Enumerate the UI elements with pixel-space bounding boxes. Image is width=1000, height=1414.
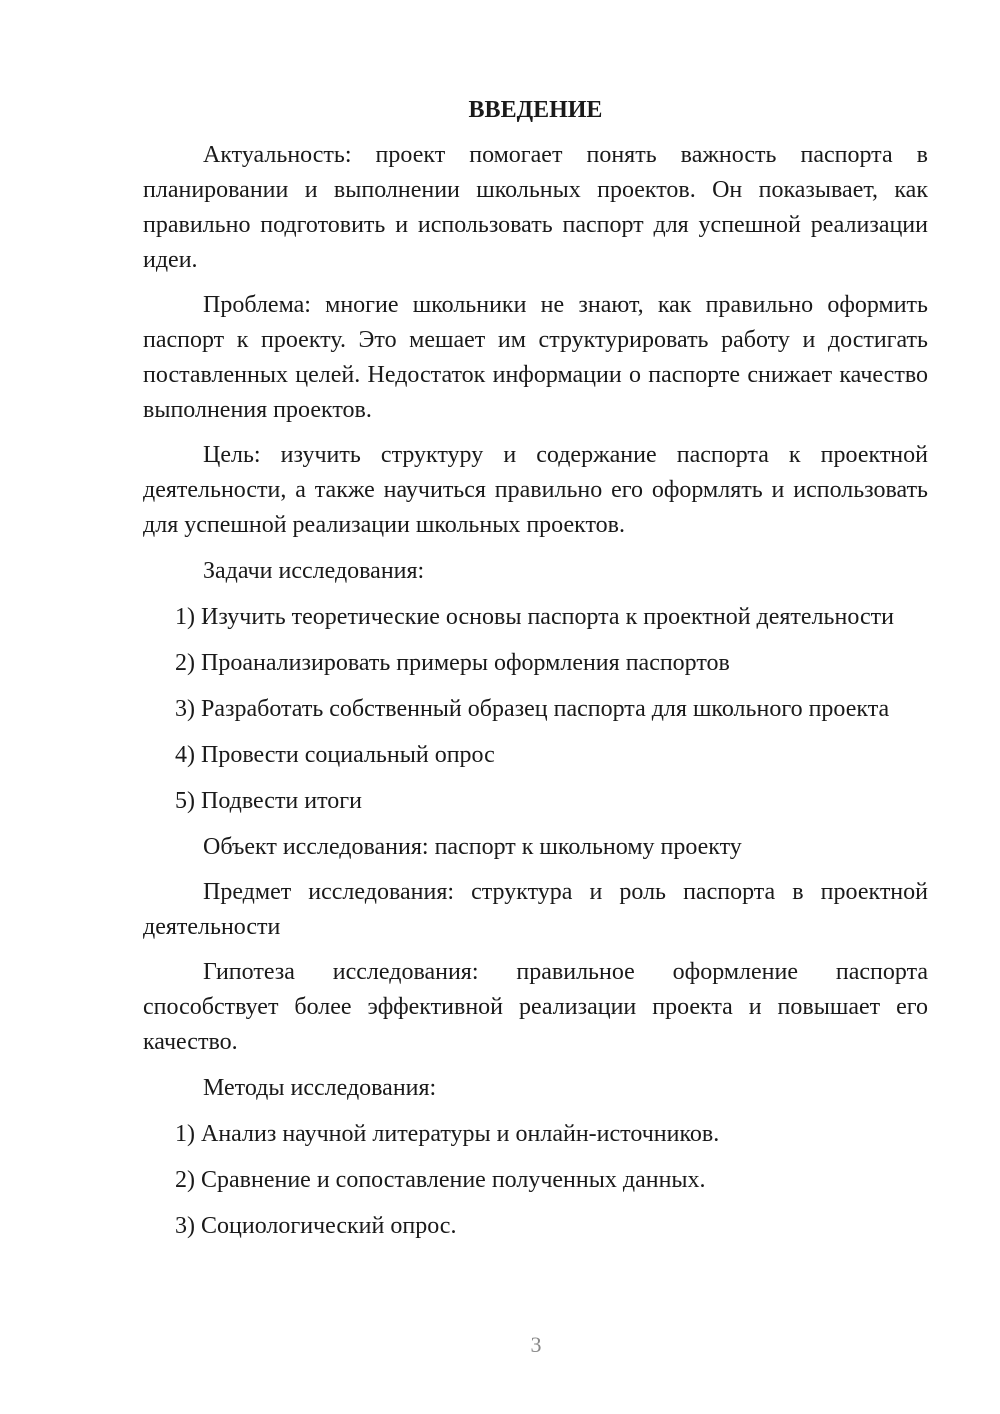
page-number: 3 xyxy=(530,1332,542,1357)
tasks-title: Задачи исследования: xyxy=(203,558,425,584)
subject-paragraph: Предмет исследования: структура и роль паспорта в проектной деятельности xyxy=(143,879,928,940)
method-item: 3) Социологический опрос. xyxy=(175,1213,457,1239)
object-line: Объект исследования: паспорт к школьному проекту xyxy=(203,834,742,860)
method-item: 2) Сравнение и сопоставление полученных данных. xyxy=(175,1167,706,1193)
section-heading: ВВЕДЕНИЕ xyxy=(468,97,603,123)
tasks-list xyxy=(143,599,928,819)
methods-list xyxy=(143,1116,928,1244)
method-item: 1) Анализ научной литературы и онлайн-источников. xyxy=(175,1121,720,1147)
problem-paragraph: Проблема: многие школьники не знают, как правильно оформить паспорт к проекту. Это мешает им структурировать работу и достигать поставленных целей. Недостаток информации о паспорте снижает качество выполнения проектов. xyxy=(143,292,928,423)
task-item: 4) Провести социальный опрос xyxy=(175,742,495,768)
task-item: 3) Разработать собственный образец паспорта для школьного проекта xyxy=(175,696,890,722)
hypothesis-paragraph: Гипотеза исследования: правильное оформление паспорта способствует более эффективной реализации проекта и повышает его качество. xyxy=(143,959,928,1055)
goal-paragraph: Цель: изучить структуру и содержание паспорта к проектной деятельности, а также научиться правильно его оформлять и использовать для успешной реализации школьных проектов. xyxy=(143,442,928,538)
relevance-paragraph: Актуальность: проект помогает понять важность паспорта в планировании и выполнении школьных проектов. Он показывает, как правильно подготовить и использовать паспорт для успешной реализации идеи. xyxy=(143,142,928,273)
methods-title: Методы исследования: xyxy=(203,1075,437,1101)
document-body xyxy=(143,92,928,1254)
task-item: 2) Проанализировать примеры оформления паспортов xyxy=(175,650,730,676)
task-item: 1) Изучить теоретические основы паспорта к проектной деятельности xyxy=(175,604,894,630)
task-item: 5) Подвести итоги xyxy=(175,788,362,814)
